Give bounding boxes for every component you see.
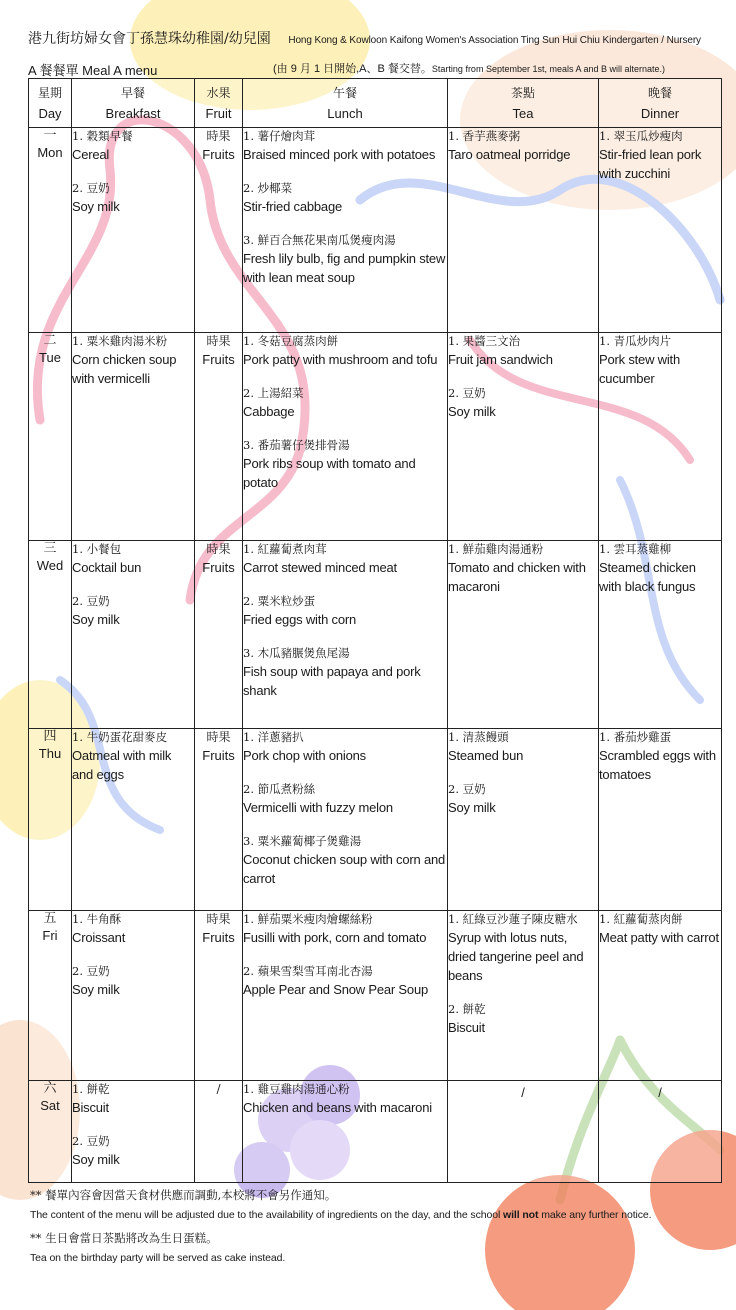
dinner-cell [599,128,722,333]
menu-item-en: Soy milk [72,1152,120,1167]
column-header-en: Lunch [327,106,363,121]
menu-item-en: Soy milk [448,800,496,815]
day-cell [29,541,72,729]
menu-item [448,911,598,985]
menu-item-zh: 1. 番茄炒雞蛋 [599,730,672,744]
menu-item [448,128,598,164]
dinner-cell [599,729,722,911]
menu-item [243,1081,447,1117]
menu-item-en: Stir-fried lean pork with zucchini [599,147,702,181]
not-served-mark: / [521,1085,525,1100]
menu-item [599,128,721,183]
menu-item-zh: 2. 豆奶 [448,782,486,796]
menu-item-zh: 2. 炒椰菜 [243,181,293,195]
menu-item [72,1081,194,1117]
menu-item [72,593,194,629]
menu-item [599,333,721,388]
menu-item-zh: 1. 穀類早餐 [72,129,133,143]
menu-item-en: Corn chicken soup with vermicelli [72,352,177,386]
breakfast-cell [72,333,195,541]
fruit-zh: 時果 [206,730,231,744]
breakfast-cell [72,911,195,1081]
fruit-cell [195,729,243,911]
lunch-cell [243,541,448,729]
menu-item [72,128,194,164]
menu-item-zh: 1. 小餐包 [72,542,122,556]
menu-item-en: Apple Pear and Snow Pear Soup [243,982,428,997]
menu-item-en: Chicken and beans with macaroni [243,1100,432,1115]
dinner-cell [599,333,722,541]
tea-cell [448,911,599,1081]
menu-item [243,963,447,999]
table-row [29,541,722,729]
fruit-cell [195,1081,243,1183]
table-row [29,729,722,911]
day-cell [29,333,72,541]
menu-item [72,333,194,388]
alternate-note [273,60,665,76]
menu-item [72,180,194,216]
footer-note-1-en-bold: will not [503,1209,539,1221]
column-header-en: Tea [512,106,534,121]
day-en: Tue [39,350,61,365]
menu-item-en: Braised minced pork with potatoes [243,147,436,162]
menu-item [599,729,721,784]
dinner-cell [599,1081,722,1183]
menu-item-en: Soy milk [72,612,120,627]
alternate-note-zh: (由 9 月 1 日開始,A、B 餐交替。 [273,63,432,75]
menu-item [243,833,447,888]
menu-item-en: Meat patty with carrot [599,930,719,945]
menu-item-zh: 1. 清蒸饅頭 [448,730,509,744]
tea-cell [448,333,599,541]
menu-item-en: Fried eggs with corn [243,612,357,627]
column-header [29,79,72,128]
menu-item-en: Scrambled eggs with tomatoes [599,748,716,782]
fruit-zh: 時果 [206,334,231,348]
column-header-zh: 午餐 [332,86,357,100]
menu-item [243,593,447,629]
menu-item-en: Steamed bun [448,748,524,763]
menu-item-en: Pork patty with mushroom and tofu [243,352,438,367]
column-header-zh: 茶點 [510,86,535,100]
menu-item-zh: 2. 粟米粒炒蛋 [243,594,316,608]
menu-item-zh: 3. 鮮百合無花果南瓜煲瘦肉湯 [243,233,396,247]
menu-item-zh: 1. 香芋燕麥粥 [448,129,521,143]
menu-item-zh: 2. 豆奶 [448,386,486,400]
menu-item-zh: 1. 青瓜炒肉片 [599,334,672,348]
tea-cell [448,1081,599,1183]
menu-item-zh: 1. 鮮茄雞肉湯通粉 [448,542,544,556]
menu-title: A 餐餐單 Meal A menu [28,63,158,78]
menu-item [448,729,598,765]
menu-item-en: Oatmeal with milk and eggs [72,748,172,782]
day-en: Fri [42,928,58,943]
fruit-zh: / [216,1082,221,1096]
day-zh: 一 [43,128,57,143]
menu-item [243,385,447,421]
day-zh: 六 [43,1081,57,1096]
menu-item-zh: 1. 餅乾 [72,1082,110,1096]
day-cell [29,911,72,1081]
column-header [243,79,448,128]
menu-item [448,333,598,369]
breakfast-cell [72,128,195,333]
lunch-cell [243,1081,448,1183]
meal-table [28,78,722,1183]
menu-item-en: Fruit jam sandwich [448,352,553,367]
menu-item-en: Fusilli with pork, corn and tomato [243,930,427,945]
menu-item [243,333,447,369]
day-cell [29,1081,72,1183]
menu-item-zh: 1. 翠玉瓜炒瘦肉 [599,129,683,143]
column-header-en: Breakfast [105,106,161,121]
tea-cell [448,729,599,911]
menu-item-en: Vermicelli with fuzzy melon [243,800,393,815]
menu-item-en: Syrup with lotus nuts, dried tangerine peel and beans [448,930,584,983]
tea-cell [448,541,599,729]
tea-cell [448,128,599,333]
menu-item-en: Pork stew with cucumber [599,352,681,386]
footer-note-1-en-b: make any further notice. [538,1209,652,1221]
menu-item [243,729,447,765]
breakfast-cell [72,729,195,911]
column-header [599,79,722,128]
alternate-note-en: Starting from September 1st, meals A and B will alternate.) [431,64,666,74]
menu-item-zh: 2. 節瓜煮粉絲 [243,782,316,796]
menu-item-zh: 3. 木瓜豬𦟌煲魚尾湯 [243,646,350,660]
table-row [29,911,722,1081]
menu-item [72,911,194,947]
fruit-en: Fruits [202,560,235,575]
fruit-zh: 時果 [206,542,231,556]
not-served-mark: / [658,1085,662,1100]
column-header [195,79,243,128]
menu-item [72,963,194,999]
menu-item-zh: 1. 洋蔥豬扒 [243,730,304,744]
menu-item-zh: 2. 餅乾 [448,1002,486,1016]
lunch-cell [243,729,448,911]
table-row [29,1081,722,1183]
day-cell [29,128,72,333]
menu-item [72,541,194,577]
menu-item-zh: 1. 雲耳蒸雞柳 [599,542,672,556]
footer-note-2-en: Tea on the birthday party will be served as cake instead. [30,1252,286,1264]
menu-item-zh: 1. 果醬三文治 [448,334,521,348]
menu-item-zh: 1. 紅蘿蔔蒸肉餅 [599,912,683,926]
menu-subheader [28,60,718,79]
footer-note-1-en-a: The content of the menu will be adjusted due to the availability of ingredients on the day, and the school [30,1209,504,1221]
menu-item [243,437,447,492]
column-header [72,79,195,128]
lunch-cell [243,911,448,1081]
menu-item-zh: 1. 紅蘿蔔煮肉茸 [243,542,327,556]
menu-item [243,128,447,164]
menu-item-en: Coconut chicken soup with corn and carrot [243,852,446,886]
menu-item-en: Pork ribs soup with tomato and potato [243,456,416,490]
menu-item [448,385,598,421]
fruit-en: Fruits [202,748,235,763]
menu-item [243,645,447,700]
fruit-cell [195,128,243,333]
menu-item-en: Biscuit [72,1100,109,1115]
menu-item-zh: 3. 粟米蘿蔔椰子煲雞湯 [243,834,362,848]
menu-item [243,232,447,287]
day-cell [29,729,72,911]
menu-item [599,541,721,596]
menu-item-zh: 1. 冬菇豆腐蒸肉餅 [243,334,339,348]
menu-item-en: Croissant [72,930,126,945]
menu-item [243,541,447,577]
column-header-en: Fruit [205,106,232,121]
menu-item [72,729,194,784]
fruit-en: Fruits [202,930,235,945]
table-body [29,128,722,1183]
table-header-row [29,79,722,128]
menu-item-zh: 2. 上湯紹菜 [243,386,304,400]
fruit-en: Fruits [202,147,235,162]
menu-item-zh: 2. 豆奶 [72,594,110,608]
menu-item-en: Soy milk [72,199,120,214]
day-en: Sat [40,1098,60,1113]
fruit-cell [195,333,243,541]
menu-item-en: Carrot stewed minced meat [243,560,397,575]
column-header-zh: 晚餐 [647,86,672,100]
column-header [448,79,599,128]
footer-note-2 [30,1230,730,1264]
menu-item-zh: 1. 牛角酥 [72,912,122,926]
menu-item [448,541,598,596]
menu-item-zh: 1. 牛奶蛋花甜麥皮 [72,730,168,744]
day-en: Mon [37,145,63,160]
school-header [28,28,728,48]
breakfast-cell [72,1081,195,1183]
dinner-cell [599,911,722,1081]
school-name-en: Hong Kong & Kowloon Kaifong Women's Association Ting Sun Hui Chiu Kindergarten / Nursery [288,35,701,46]
footer-note-1-zh: ** 餐單內容會因當天食材供應而調動,本校將不會另作通知。 [30,1188,337,1202]
menu-item-en: Cabbage [243,404,295,419]
column-header-zh: 星期 [37,86,62,100]
menu-item-en: Cocktail bun [72,560,142,575]
menu-item-zh: 1. 鮮茄粟米瘦肉燴螺絲粉 [243,912,373,926]
day-zh: 五 [43,911,57,926]
menu-item [243,911,447,947]
menu-item-en: Tomato and chicken with macaroni [448,560,586,594]
menu-item-en: Biscuit [448,1020,485,1035]
menu-item-zh: 1. 粟米雞肉湯米粉 [72,334,168,348]
menu-item-en: Soy milk [448,404,496,419]
menu-item-zh: 2. 豆奶 [72,1134,110,1148]
lunch-cell [243,333,448,541]
menu-item-zh: 2. 蘋果雪梨雪耳南北杏湯 [243,964,373,978]
column-header-zh: 水果 [206,86,231,100]
menu-item-en: Fish soup with papaya and pork shank [243,664,421,698]
fruit-zh: 時果 [206,912,231,926]
menu-item [448,781,598,817]
day-en: Wed [36,558,64,573]
table-row [29,128,722,333]
footer-note-2-zh: ** 生日會當日茶點將改為生日蛋糕。 [30,1231,218,1245]
menu-item-en: Soy milk [72,982,120,997]
day-zh: 二 [43,333,57,348]
menu-item-en: Steamed chicken with black fungus [599,560,696,594]
column-header-en: Dinner [640,106,680,121]
menu-item [599,911,721,947]
menu-item [243,781,447,817]
menu-item-zh: 1. 薯仔燴肉茸 [243,129,316,143]
menu-item-en: Fresh lily bulb, fig and pumpkin stew with lean meat soup [243,251,446,285]
fruit-cell [195,541,243,729]
menu-item-zh: 1. 紅綠豆沙蓮子陳皮糖水 [448,912,578,926]
menu-item [243,180,447,216]
menu-item-zh: 1. 雞豆雞肉湯通心粉 [243,1082,350,1096]
fruit-zh: 時果 [206,129,231,143]
menu-item-zh: 2. 豆奶 [72,181,110,195]
breakfast-cell [72,541,195,729]
menu-item-en: Stir-fried cabbage [243,199,343,214]
menu-item-en: Pork chop with onions [243,748,366,763]
school-name-zh: 港九街坊婦女會丁孫慧珠幼稚園/幼兒園 [28,31,271,47]
lunch-cell [243,128,448,333]
menu-item [448,1001,598,1037]
column-header-zh: 早餐 [120,86,145,100]
day-zh: 三 [43,541,57,556]
menu-item [72,1133,194,1169]
column-header-en: Day [38,106,62,121]
fruit-en: Fruits [202,352,235,367]
menu-item-zh: 2. 豆奶 [72,964,110,978]
menu-item-en: Taro oatmeal porridge [448,147,571,162]
fruit-cell [195,911,243,1081]
footer-note-1 [30,1187,730,1221]
day-en: Thu [38,746,62,761]
dinner-cell [599,541,722,729]
menu-item-en: Cereal [72,147,110,162]
day-zh: 四 [43,729,57,744]
table-row [29,333,722,541]
menu-item-zh: 3. 番茄薯仔煲排骨湯 [243,438,350,452]
footer-note-1-en [30,1209,730,1221]
